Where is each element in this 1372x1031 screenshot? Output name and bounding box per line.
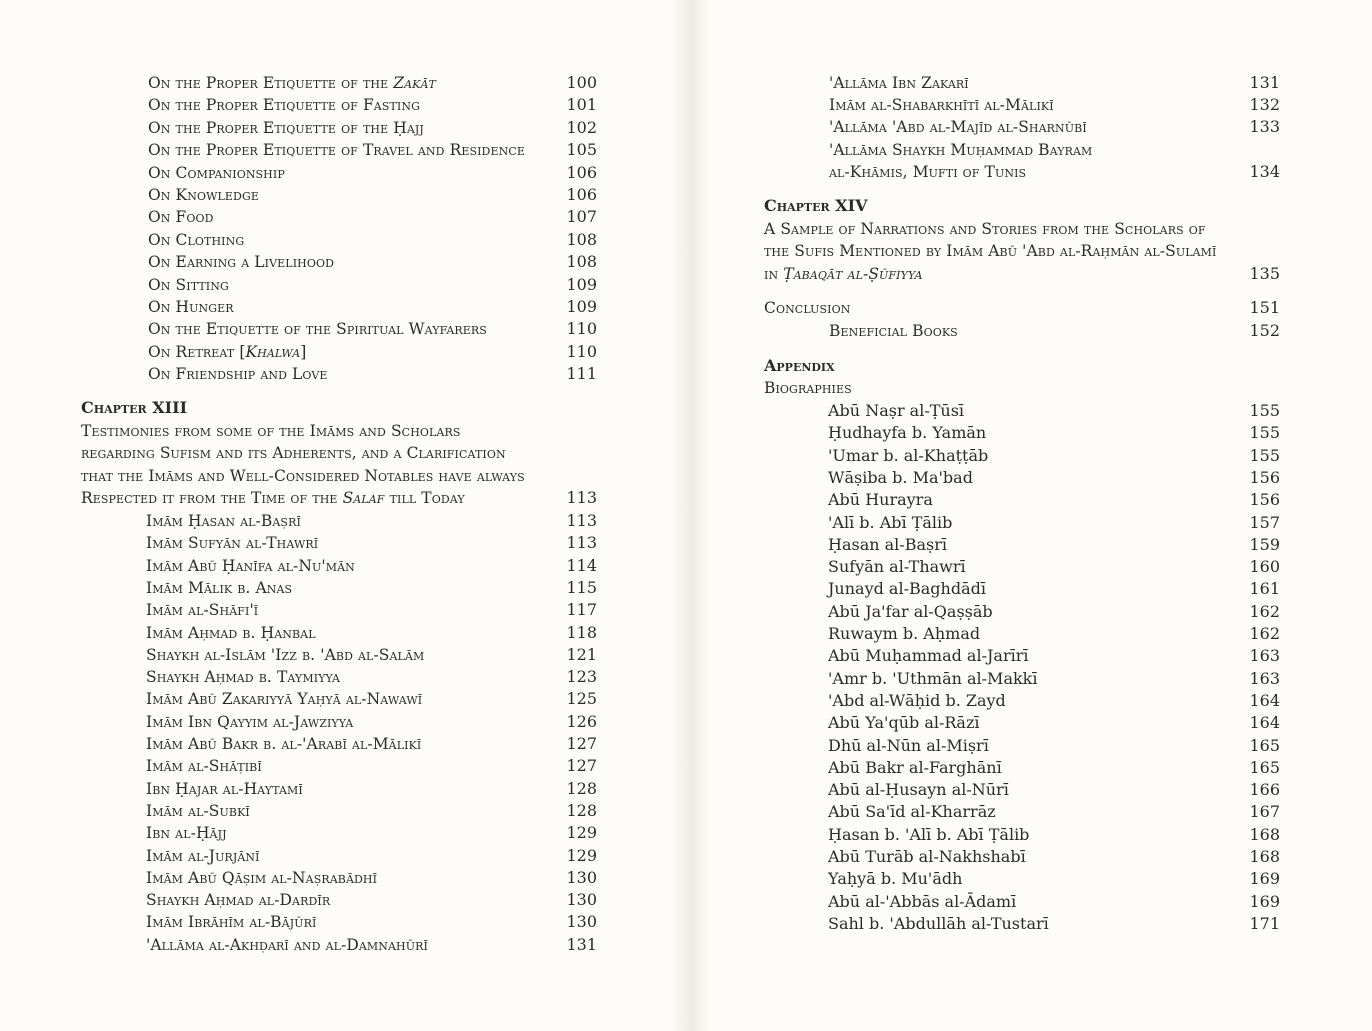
toc-entry-title (148, 229, 244, 251)
toc-entry-title (828, 445, 988, 467)
entry-text: On the Proper Etiquette of Fasting (148, 96, 420, 115)
appendix-subheading: Biographies (764, 379, 852, 397)
entry-text: Shaykh Aḥmad al-Dardīr (146, 891, 331, 910)
toc-entry-title (828, 534, 947, 556)
toc-entry-title (146, 934, 428, 956)
entry-text: On Hunger (148, 298, 234, 316)
entry-text: On Companionship (148, 163, 285, 182)
toc-entry-title (148, 274, 229, 296)
toc-entry-title (146, 822, 227, 844)
toc-entry-title (828, 913, 1049, 935)
page-number: 161 (1249, 579, 1280, 599)
page-number: 127 (566, 734, 597, 753)
page-number: 152 (1249, 321, 1280, 340)
page-number: 129 (566, 845, 597, 865)
page-number: 165 (1249, 757, 1280, 777)
toc-entry-title (828, 712, 980, 734)
toc-entry-title (146, 889, 330, 911)
page-number: 118 (566, 622, 597, 642)
entry-text: Abū Muḥammad al-Jarīrī (828, 646, 1029, 666)
entry-text: Ḥudhayfa b. Yamān (828, 423, 987, 443)
page-number: 106 (566, 185, 597, 204)
page-number: 100 (566, 73, 597, 92)
entry-text: Imām Ibn Qayyim al-Jawziyya (146, 712, 354, 731)
chapter-heading: Chapter XIII (81, 398, 188, 417)
toc-entry-title (146, 555, 355, 577)
toc-entry-title (146, 622, 316, 644)
toc-entry-title (148, 117, 424, 139)
entry-text: On Friendship and Love (148, 365, 328, 384)
entry-text: al-Khāmis, Mufti of Tunis (829, 162, 1027, 181)
page-number: 160 (1249, 557, 1280, 577)
page-number: 108 (566, 252, 597, 272)
page-number: 113 (566, 511, 597, 530)
toc-entry-title (146, 778, 303, 800)
toc-entry-title (829, 94, 1054, 116)
entry-text: Imām Abū Zakariyyā Yaḥyā al-Nawawī (146, 690, 423, 709)
entry-text: On Food (148, 208, 214, 227)
page-number: 155 (1249, 445, 1280, 465)
entry-text: Sahl b. 'Abdullāh al-Tustarī (828, 913, 1049, 933)
page-number: 109 (566, 297, 597, 316)
page-number: 121 (566, 644, 597, 664)
page-number: 113 (566, 533, 597, 553)
page-number: 165 (1249, 735, 1280, 755)
entry-text: Imām al-Shāṭibī (146, 757, 262, 776)
toc-entry-title (146, 644, 424, 666)
entry-text: On the Proper Etiquette of Travel and Residence (148, 141, 525, 160)
toc-entry-title (828, 512, 952, 534)
toc-entry-title (146, 845, 260, 867)
page-number: 169 (1249, 891, 1280, 911)
page-number: 156 (1249, 490, 1280, 510)
entry-text: Ruwaym b. Aḥmad (828, 624, 981, 643)
page-number: 134 (1249, 161, 1280, 181)
entry-text: Imām Ḥasan al-Baṣrī (146, 512, 301, 530)
toc-entry-title (828, 556, 966, 578)
page-number: 155 (1249, 423, 1280, 443)
toc-entry-title (828, 578, 986, 600)
toc-entry-title (828, 868, 962, 890)
toc-entry-title (828, 400, 964, 422)
chapter-description-line: Testimonies from some of the Imāms and Scholars (81, 422, 461, 440)
toc-entry-title (148, 296, 234, 318)
page-number: 109 (566, 274, 597, 294)
toc-entry-title (829, 72, 969, 94)
entry-text: Imām Abū Ḥanīfa al-Nu'mān (146, 556, 355, 575)
entry-text: Abū Naṣr al-Ṭūsī (828, 401, 965, 420)
toc-entry-title (148, 363, 328, 385)
page-number: 102 (566, 117, 597, 137)
toc-entry-conclusion: Conclusion (764, 299, 851, 317)
page-number: 108 (566, 229, 597, 249)
entry-text: Imām Ibrāhīm al-Bājūrī (146, 913, 317, 932)
entry-text: 'Abd al-Wāḥid b. Zayd (828, 690, 1006, 710)
toc-entry-title (828, 668, 1037, 690)
toc-entry-title (148, 341, 306, 363)
page-number: 115 (566, 577, 597, 597)
page-number: 171 (1249, 913, 1280, 933)
page-number: 162 (1249, 601, 1280, 621)
toc-entry-title (148, 72, 436, 94)
page-number: 117 (566, 600, 597, 620)
entry-text: On the Proper Etiquette of the (148, 74, 394, 92)
toc-entry-title (148, 251, 334, 273)
toc-entry-title (829, 116, 1087, 138)
toc-entry-title (828, 489, 933, 511)
entry-italic-term: Zakāt (393, 74, 436, 92)
toc-entry-title (828, 757, 1002, 779)
toc-entry-title (146, 577, 292, 599)
entry-text: Abū Hurayra (828, 490, 933, 510)
toc-entry-title (828, 779, 1009, 801)
toc-entry-title (148, 184, 259, 206)
page-number: 130 (566, 867, 597, 887)
entry-text: Shaykh al-Islām 'Izz b. 'Abd al-Salām (146, 645, 425, 664)
toc-entry-title (828, 645, 1028, 667)
entry-text: On Earning a Livelihood (148, 253, 334, 272)
page-number: 164 (1249, 690, 1280, 710)
entry-text: 'Alī b. Abī Ṭālib (828, 512, 953, 532)
right-page (686, 0, 1372, 1031)
entry-text: Abū Sa'īd al-Kharrāz (828, 802, 996, 822)
toc-entry-title (828, 735, 989, 757)
page-number: 129 (566, 823, 597, 843)
page-number: 135 (1249, 264, 1280, 283)
entry-text: Ibn Ḥajar al-Haytamī (146, 779, 303, 798)
entry-text: Imām Mālik b. Anas (146, 578, 293, 597)
toc-entry-title (828, 690, 1006, 712)
entry-text: Ibn al-Ḥājj (146, 824, 227, 843)
toc-entry-title (829, 139, 1092, 161)
page-number: 151 (1249, 298, 1280, 317)
entry-text: Yaḥyā b. Mu'ādh (828, 869, 963, 889)
page-number: 169 (1249, 869, 1280, 889)
toc-entry-title (146, 911, 316, 933)
page-number: 101 (566, 95, 597, 115)
entry-text: Shaykh Aḥmad b. Taymiyya (146, 668, 341, 687)
toc-entry-title (148, 94, 420, 116)
page-number: 163 (1249, 646, 1280, 666)
toc-entry-title (146, 532, 318, 554)
entry-text: On Clothing (148, 230, 245, 249)
entry-text: Abū Ja'far al-Qaṣṣāb (828, 601, 993, 621)
chapter-description-line: regarding Sufism and its Adherents, and a Clarification (81, 444, 506, 462)
entry-text: On Sitting (148, 275, 229, 294)
toc-entry-title (148, 162, 285, 184)
entry-text: ] (300, 342, 307, 361)
page-number: 157 (1249, 512, 1280, 532)
entry-text: 'Amr b. 'Uthmān al-Makkī (828, 668, 1038, 688)
chapter-description-line: the Sufis Mentioned by Imām Abū 'Abd al-Raḥmān al-Sulamī (764, 242, 1217, 260)
entry-text: Abū al-'Abbās al-Ādamī (828, 891, 1017, 911)
chapter-description-line: in Ṭabaqāt al-Ṣūfiyya (764, 265, 923, 283)
toc-entry-title (828, 601, 993, 623)
entry-text: On Knowledge (148, 186, 259, 204)
toc-entry-title (828, 467, 973, 489)
page-number: 166 (1249, 780, 1280, 800)
page-number: 133 (1249, 117, 1280, 137)
toc-entry-title (829, 161, 1026, 183)
page-number: 168 (1249, 824, 1280, 844)
toc-entry-title (828, 801, 996, 823)
chapter-description-line: Respected it from the Time of the Salaf till Today (81, 489, 465, 507)
page-number: 168 (1249, 847, 1280, 866)
toc-entry-title (146, 711, 353, 733)
page-number: 131 (1249, 73, 1280, 92)
toc-entry-title (148, 206, 214, 228)
page-number: 126 (566, 711, 597, 731)
entry-text: Abū Ya'qūb al-Rāzī (828, 713, 980, 733)
entry-text: 'Umar b. al-Khaṭṭāb (828, 445, 989, 465)
page-number: 130 (566, 912, 597, 932)
toc-entry-title (148, 318, 487, 340)
page-number: 107 (566, 207, 597, 227)
page-number: 155 (1249, 401, 1280, 420)
entry-text: On the Proper Etiquette of the Ḥajj (148, 118, 424, 137)
entry-text: Abū Bakr al-Farghānī (828, 757, 1002, 777)
entry-text: Imām Sufyān al-Thawrī (146, 534, 319, 553)
entry-text: Imām al-Shāfi'ī (146, 601, 259, 620)
toc-entry-title (828, 422, 986, 444)
page-number: 114 (566, 555, 597, 575)
toc-entry-title (828, 846, 1026, 868)
entry-text: Abū al-Ḥusayn al-Nūrī (828, 780, 1009, 800)
page-number: 156 (1249, 467, 1280, 487)
entry-text: Imām al-Shabarkhītī al-Mālikī (829, 96, 1054, 115)
chapter-description-line: that the Imāms and Well-Considered Notables have always (81, 467, 525, 485)
toc-entry-title (146, 867, 377, 889)
toc-entry-title (146, 599, 258, 621)
toc-entry-title (828, 623, 980, 645)
page-number: 123 (566, 667, 597, 687)
page-number: 164 (1249, 713, 1280, 733)
chapter-description-line: A Sample of Narrations and Stories from the Scholars of (764, 220, 1206, 238)
toc-entry-title (148, 139, 525, 161)
page-number: 130 (566, 890, 597, 910)
toc-entry-title (146, 733, 421, 755)
page-number: 159 (1249, 534, 1280, 554)
page-number: 113 (566, 488, 597, 507)
entry-text: Junayd al-Baghdādī (828, 579, 986, 599)
entry-text: Imām Abū Qāṣim al-Naṣrabādhī (146, 868, 378, 887)
page-number: 131 (566, 934, 597, 954)
toc-entry-title (828, 891, 1016, 913)
entry-italic-term: Khalwa (245, 342, 301, 361)
page-number: 110 (566, 341, 597, 361)
page-number: 162 (1249, 624, 1280, 643)
entry-text: Ḥasan b. 'Alī b. Abī Ṭālib (828, 824, 1030, 844)
entry-text: Sufyān al-Thawrī (828, 557, 966, 577)
page-number: 128 (566, 778, 597, 798)
page-number: 167 (1249, 802, 1280, 822)
page-number: 106 (566, 162, 597, 182)
toc-entry-title (146, 800, 250, 822)
page-number: 111 (566, 364, 597, 384)
entry-text: Imām Abū Bakr b. al-'Arabī al-Mālikī (146, 735, 422, 753)
entry-text: 'Allāma al-Akhḍarī and al-Damnahūrī (146, 935, 428, 954)
entry-text: 'Allāma Ibn Zakarī (829, 74, 969, 92)
entry-text: 'Allāma Shaykh Muḥammad Bayram (829, 140, 1093, 159)
toc-entry-title (146, 755, 262, 777)
page-number: 127 (566, 756, 597, 776)
chapter-heading: Chapter XIV (764, 196, 868, 215)
page-number: 125 (566, 689, 597, 709)
entry-text: Imām al-Subkī (146, 801, 250, 820)
entry-text: 'Allāma 'Abd al-Majīd al-Sharnūbī (829, 118, 1087, 137)
entry-text: On Retreat [ (148, 342, 246, 361)
page-number: 110 (566, 319, 597, 339)
toc-entry-title (146, 666, 340, 688)
entry-text: Imām Aḥmad b. Ḥanbal (146, 623, 316, 642)
page-number: 105 (566, 140, 597, 160)
entry-text: On the Etiquette of the Spiritual Wayfarers (148, 320, 487, 339)
page-number: 128 (566, 800, 597, 820)
toc-entry-beneficial-books: Beneficial Books (829, 322, 958, 340)
appendix-heading: Appendix (764, 356, 835, 375)
page-number: 132 (1249, 95, 1280, 115)
entry-text: Wāṣiba b. Ma'bad (828, 467, 973, 487)
page-number: 163 (1249, 668, 1280, 688)
toc-entry-title (828, 824, 1029, 846)
toc-entry-title (146, 510, 301, 532)
toc-entry-title (146, 688, 422, 710)
entry-text: Imām al-Jurjānī (146, 846, 260, 865)
entry-text: Abū Turāb al-Nakhshabī (828, 847, 1026, 866)
entry-text: Ḥasan al-Baṣrī (828, 534, 947, 554)
entry-text: Dhū al-Nūn al-Miṣrī (828, 735, 989, 755)
